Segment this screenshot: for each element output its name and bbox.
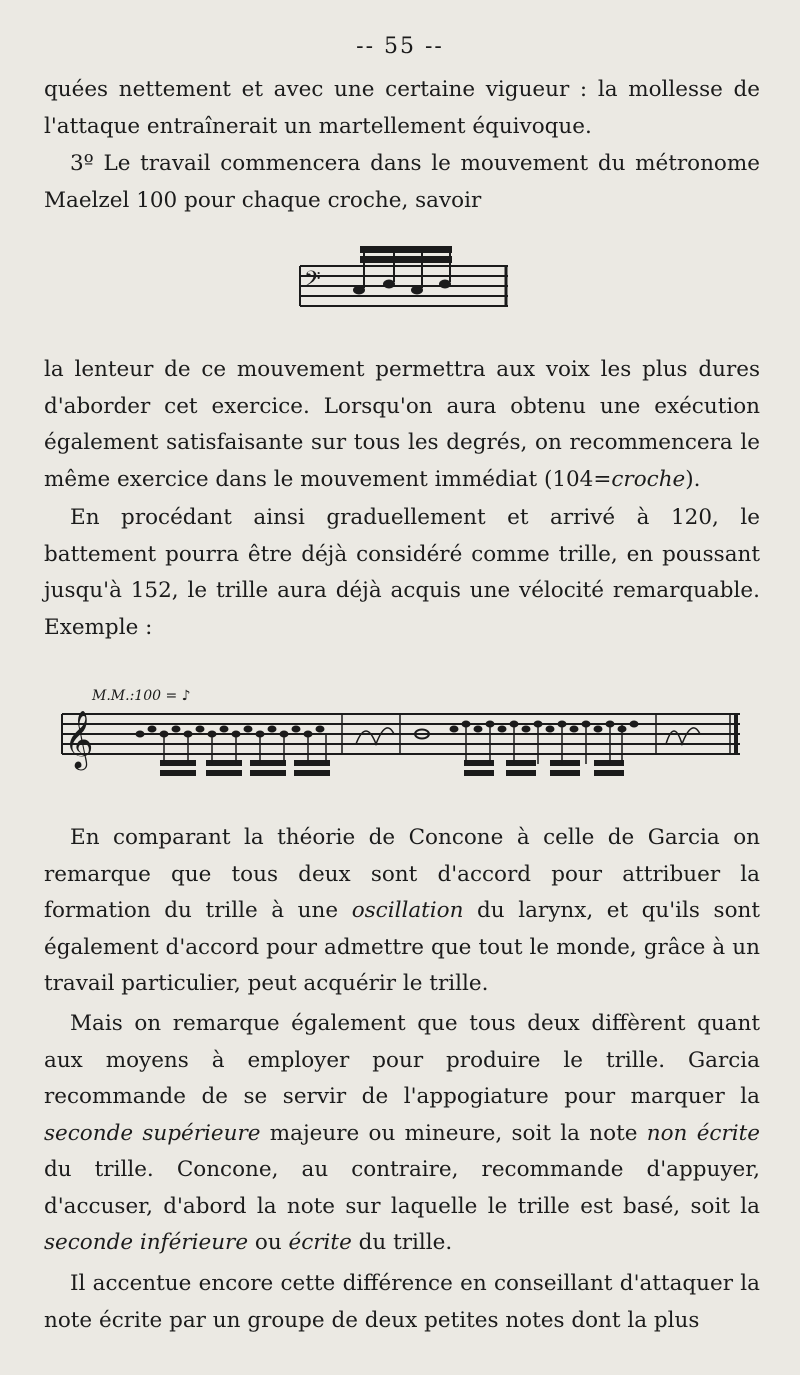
non-ecrite: non écrite (646, 1120, 760, 1146)
differences-text-b: majeure ou mineure, soit la note (260, 1120, 647, 1146)
equals-sign: = (593, 466, 612, 492)
paragraph-differences (44, 1006, 760, 1262)
differences-text-a: Mais on remarque également que tous deux diffèrent quant aux moyens à employer pour produire le trille. Garcia recommande de se servir de l'appogiature pour marquer la (44, 1011, 760, 1109)
lenteur-text: la lenteur de ce mouvement permettra aux voix les plus dures d'aborder cet exercice. Lorsqu'on aura obtenu une exécution également satisfaisante sur tous les degrés, on recommencera le même exercice dans le mouvement immédiat (104 (44, 357, 760, 492)
oscillation-word: oscillation (351, 898, 464, 923)
comparaison-text-a: En comparant la théorie de Concone à celle de Garcia on remarque que tous deux sont d'accord pour attribuer la formation du trille à une (44, 825, 760, 923)
differences-text-c: du trille. Concone, au contraire, recommande d'appuyer, d'accuser, d'abord la note sur laquelle le trille est basé, soit la (44, 1157, 760, 1219)
differences-text-d: ou (248, 1230, 289, 1255)
lenteur-end: ). (685, 466, 701, 492)
music-example-bass (296, 244, 512, 320)
note-run-2 (450, 721, 638, 776)
paragraph-continuation: quées nettement et avec une certaine vigueur : la mollesse de l'attaque entraînerait un martellement équivoque. (44, 77, 760, 139)
croche-word: croche (611, 466, 686, 492)
paragraph-lenteur (44, 352, 760, 498)
tempo-marking: M.M.:100 = ♪ (92, 688, 191, 704)
paragraph-comparaison (44, 820, 760, 1003)
page-number: -- 55 -- (356, 34, 444, 59)
music-example-treble (60, 704, 744, 790)
paragraph-accentue: Il accentue encore cette différence en conseillant d'attaquer la note écrite par un groupe de deux petites notes dont la plus (44, 1271, 760, 1333)
comparaison-text-b: du larynx, et qu'ils sont également d'accord pour admettre que tout le monde, grâce à un travail particulier, peut acquérir le trille. (44, 898, 761, 996)
ecrite: écrite (288, 1230, 352, 1255)
paragraph-procedant: En procédant ainsi graduellement et arrivé à 120, le battement pourra être déjà considéré comme trille, en poussant jusqu'à 152, le trille aura déjà acquis une vélocité remarquable. Exemple : (44, 505, 760, 640)
seconde-superieure: seconde supérieure (44, 1120, 261, 1146)
svg-text:𝄞: 𝄞 (64, 710, 94, 768)
paragraph-metronome: 3º Le travail commencera dans le mouvement du métronome Maelzel 100 pour chaque croche, savoir (44, 151, 760, 213)
differences-text-e: du trille. (351, 1230, 453, 1255)
seconde-inferieure: seconde inférieure (44, 1230, 249, 1255)
svg-text:𝄢: 𝄢 (304, 267, 321, 297)
